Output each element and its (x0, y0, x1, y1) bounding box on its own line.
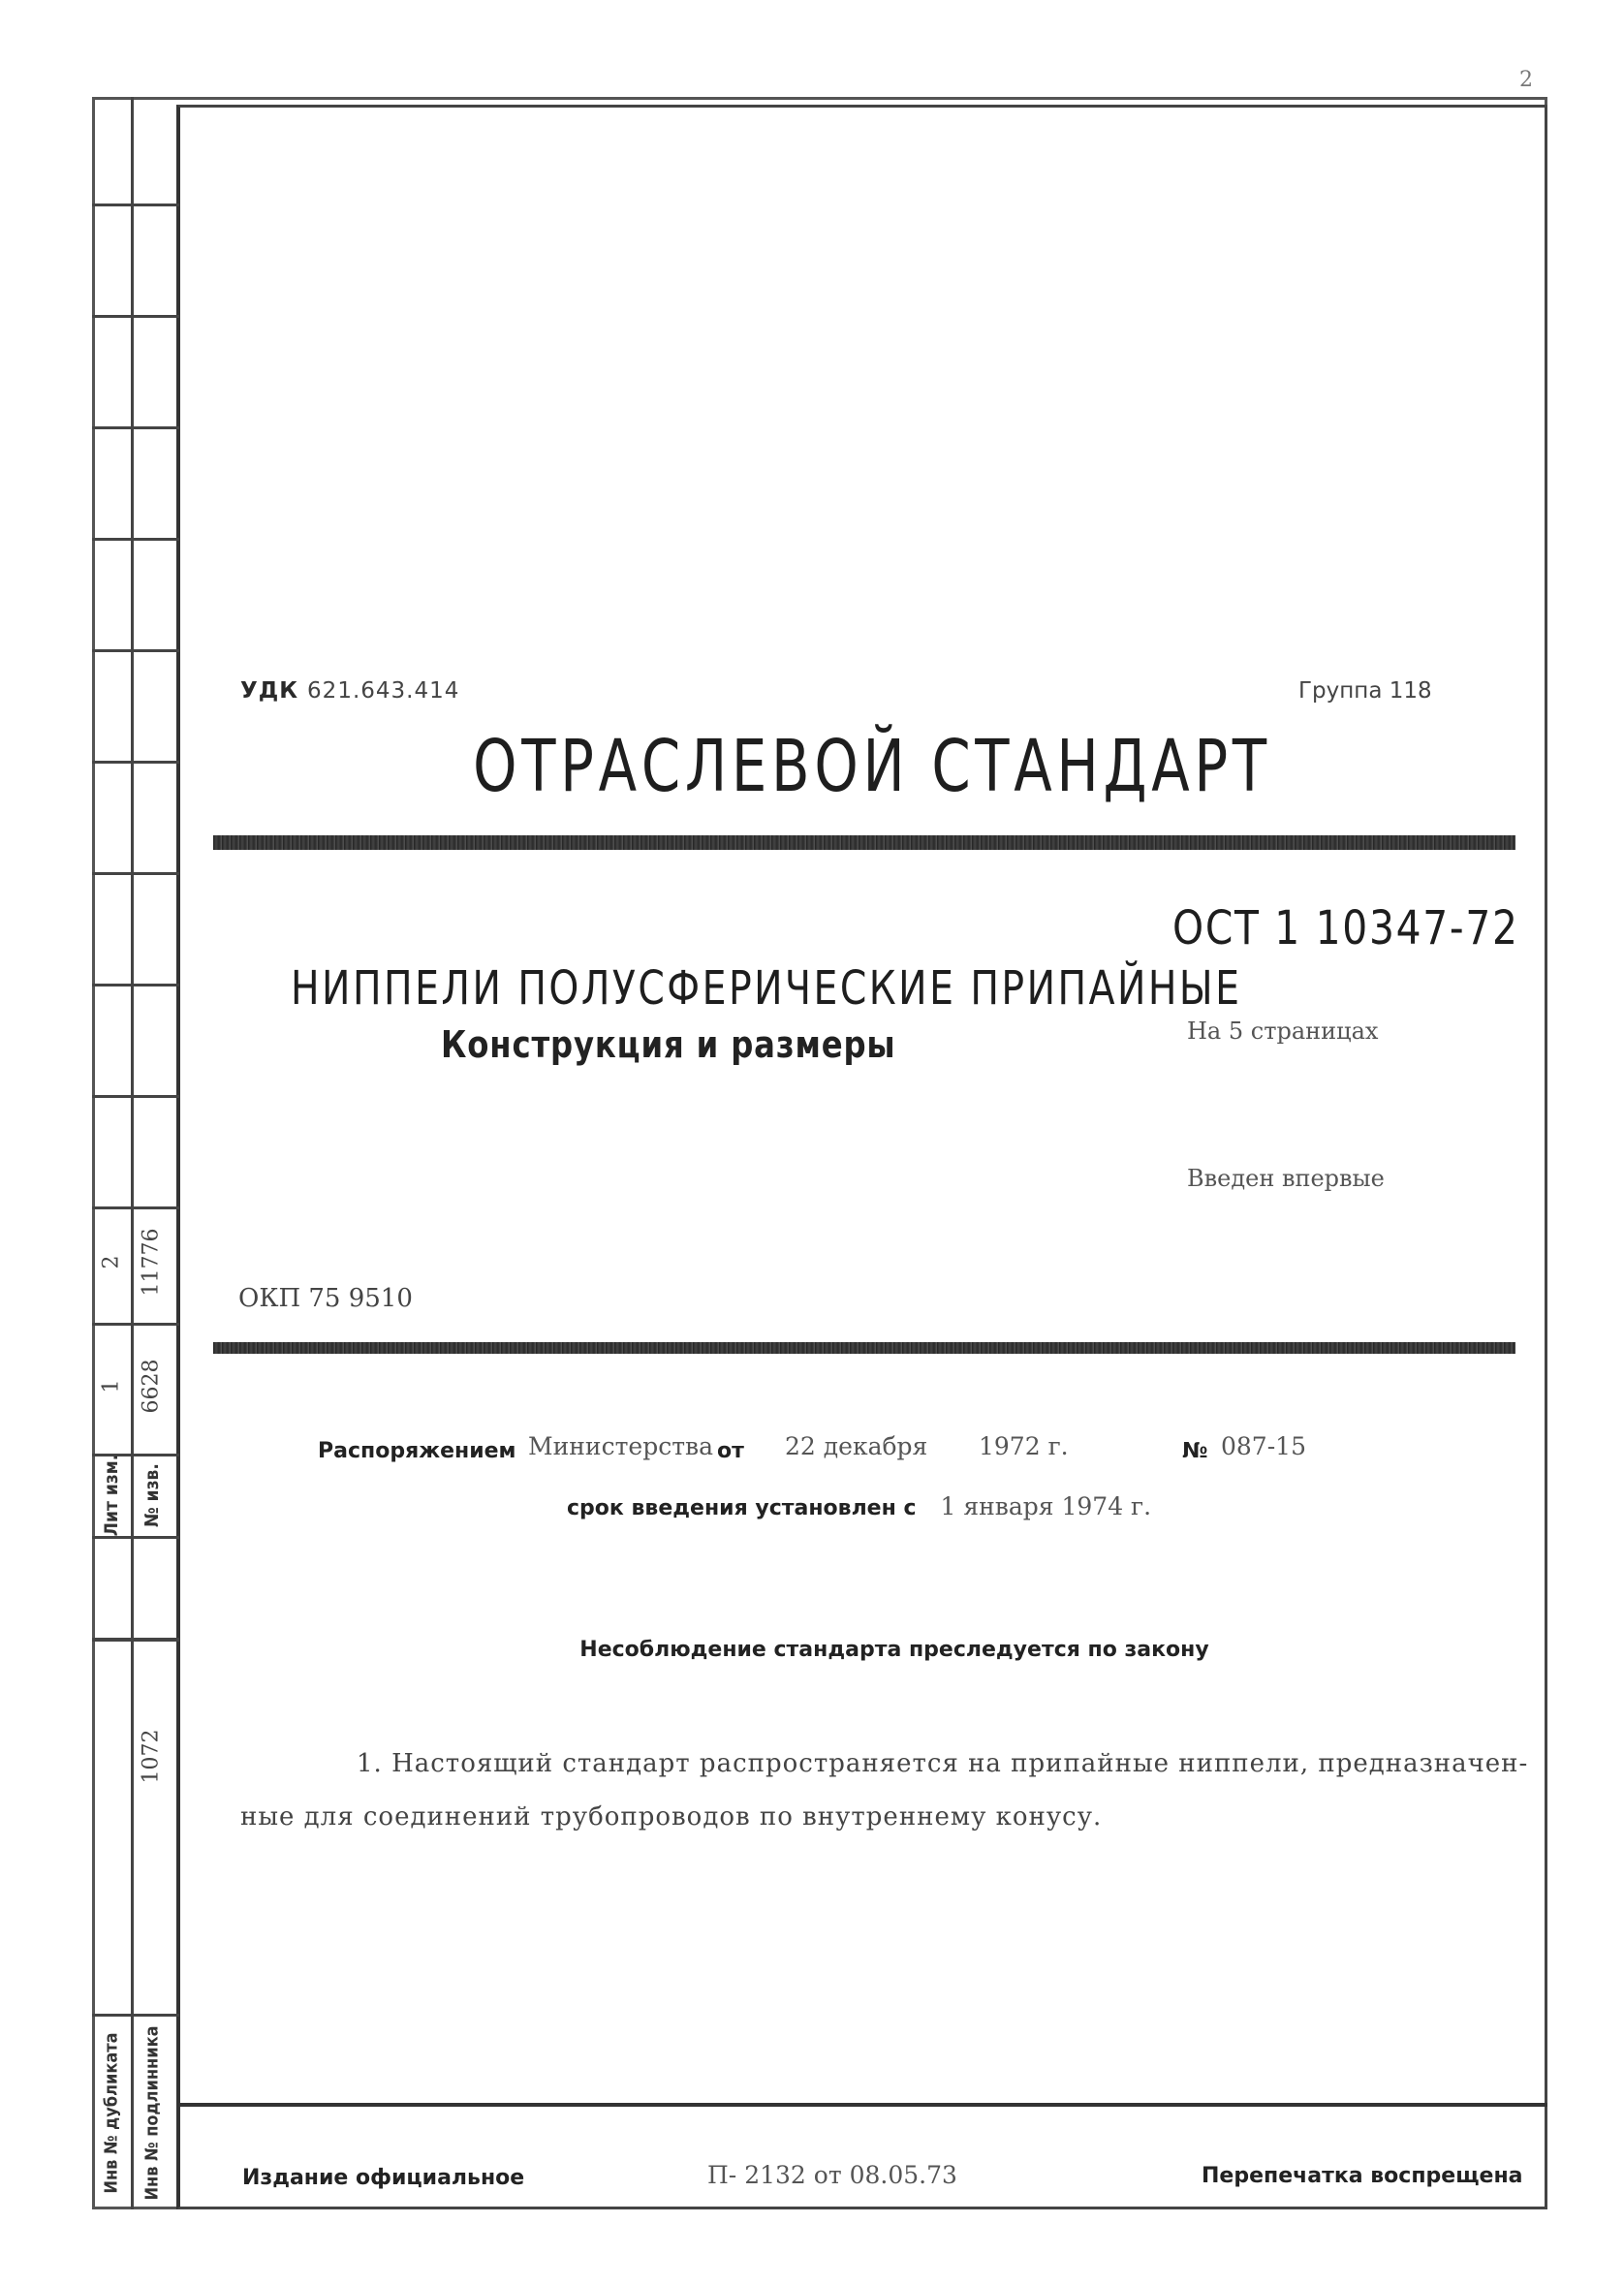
standard-subject: НИППЕЛИ ПОЛУСФЕРИЧЕСКИЕ ПРИПАЙНЫЕ (291, 961, 1242, 1016)
term-label: срок введения установлен с (567, 1496, 917, 1520)
no-izv-label: № изв. (141, 1463, 163, 1527)
side-row-line (92, 2014, 179, 2017)
side-row-line (92, 315, 179, 318)
inner-frame (176, 105, 1547, 2209)
rev-col-1: 1 (99, 1379, 124, 1394)
side-stamp-table (92, 97, 179, 2209)
side-row-line (92, 426, 179, 429)
side-row-line (92, 872, 179, 875)
inv-podl-value: 1072 (139, 1729, 164, 1784)
udk-line (240, 678, 459, 704)
order-year: 1972 г. (979, 1432, 1069, 1460)
side-row-line (92, 204, 179, 206)
side-row-line (92, 1206, 179, 1209)
group-label: Группа 118 (1298, 678, 1432, 704)
udk-label: УДК (240, 678, 299, 704)
page-count: На 5 страницах (1187, 1018, 1379, 1045)
header-rule (213, 835, 1515, 850)
order-number-sign: № (1182, 1439, 1208, 1463)
footer-reprint-prohibited: Перепечатка воспрещена (1202, 2164, 1523, 2188)
side-row-line (92, 761, 179, 764)
side-divider (131, 97, 134, 2209)
side-row-line (92, 1095, 179, 1098)
body-paragraph-line-2: ные для соединений трубопроводов по внутреннему конусу. (240, 1802, 1103, 1832)
page-number: 2 (1519, 68, 1533, 92)
standard-subtitle: Конструкция и размеры (441, 1023, 896, 1066)
order-date: 22 декабря (785, 1432, 928, 1460)
izv-value-2: 11776 (139, 1228, 164, 1297)
standard-code: ОСТ 1 10347-72 (1172, 901, 1519, 955)
section-rule (213, 1342, 1515, 1354)
body-paragraph-line-1: 1. Настоящий стандарт распространяется на припайные ниппели, предназначен- (357, 1749, 1529, 1778)
side-row-line (92, 538, 179, 541)
term-line (567, 1492, 1151, 1520)
footer-official-edition: Издание официальное (242, 2166, 525, 2190)
footer-rule (176, 2103, 1547, 2107)
law-notice: Несоблюдение стандарта преследуется по закону (579, 1638, 1209, 1662)
order-from: от (717, 1439, 744, 1463)
udk-number: 621.643.414 (307, 678, 460, 704)
okp-code: ОКП 75 9510 (238, 1284, 413, 1313)
izv-value-1: 6628 (139, 1359, 164, 1414)
ministry-text: Министерства (528, 1432, 714, 1460)
order-label: Распоряжением (318, 1439, 516, 1463)
document-title: ОТРАСЛЕВОЙ СТАНДАРТ (473, 725, 1271, 808)
rev-col-2: 2 (99, 1255, 124, 1269)
term-date: 1 января 1974 г. (940, 1492, 1152, 1520)
order-line (318, 1439, 516, 1463)
side-row-line (92, 984, 179, 986)
side-row-line (92, 1323, 179, 1326)
inv-podl-label: Инв № подлинника (141, 2025, 163, 2201)
introduced-note: Введен впервые (1187, 1165, 1385, 1192)
footer-print-order: П- 2132 от 08.05.73 (707, 2161, 957, 2189)
side-row-line (92, 649, 179, 652)
inv-dubl-label: Инв № дубликата (101, 2032, 122, 2194)
lit-izm-label: Лит изм. (101, 1454, 122, 1537)
order-number: 087-15 (1221, 1432, 1306, 1460)
